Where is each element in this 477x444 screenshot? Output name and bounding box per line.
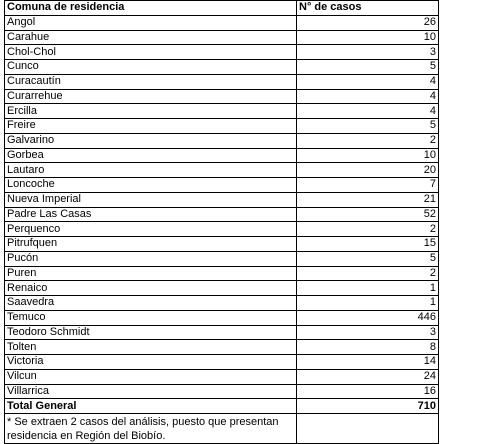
table-row	[5, 148, 439, 163]
total-row	[5, 399, 439, 414]
table-row	[5, 355, 439, 370]
casos-cell: 2	[297, 222, 439, 237]
comuna-cell: Perquenco	[5, 222, 297, 237]
casos-cell: 5	[297, 251, 439, 266]
spreadsheet-table-area	[4, 0, 438, 444]
table-row	[5, 251, 439, 266]
comuna-cell: Teodoro Schmidt	[5, 325, 297, 340]
comuna-cell: Renaico	[5, 281, 297, 296]
casos-cell: 16	[297, 384, 439, 399]
casos-cell: 10	[297, 30, 439, 45]
table-row	[5, 222, 439, 237]
casos-cell: 10	[297, 148, 439, 163]
table-row	[5, 384, 439, 399]
table-row	[5, 74, 439, 89]
comuna-cell: Curarrehue	[5, 89, 297, 104]
total-value: 710	[297, 399, 439, 414]
table-row	[5, 119, 439, 134]
casos-cell: 52	[297, 207, 439, 222]
table-row	[5, 30, 439, 45]
casos-cell: 26	[297, 15, 439, 30]
table-row	[5, 192, 439, 207]
comuna-cell: Saavedra	[5, 296, 297, 311]
comuna-cell: Villarrica	[5, 384, 297, 399]
comuna-cell: Galvarino	[5, 133, 297, 148]
comuna-cell: Pitrufquen	[5, 237, 297, 252]
table-row	[5, 340, 439, 355]
table-row	[5, 281, 439, 296]
comuna-cell: Tolten	[5, 340, 297, 355]
footnote-text: * Se extraen 2 casos del análisis, puesto que presentan residencia en Región del Biobío.	[5, 414, 297, 444]
table-row	[5, 266, 439, 281]
header-comuna: Comuna de residencia	[5, 1, 297, 16]
casos-cell: 2	[297, 133, 439, 148]
casos-cell: 21	[297, 192, 439, 207]
comuna-cell: Curacautín	[5, 74, 297, 89]
table-row	[5, 15, 439, 30]
comuna-cell: Cunco	[5, 60, 297, 75]
casos-cell: 4	[297, 89, 439, 104]
comuna-cell: Gorbea	[5, 148, 297, 163]
table-row	[5, 237, 439, 252]
table-row	[5, 296, 439, 311]
comuna-cell: Ercilla	[5, 104, 297, 119]
table-row	[5, 325, 439, 340]
casos-cell: 20	[297, 163, 439, 178]
comuna-cell: Puren	[5, 266, 297, 281]
comuna-cell: Loncoche	[5, 178, 297, 193]
comuna-cell: Temuco	[5, 310, 297, 325]
table-row	[5, 310, 439, 325]
comuna-cell: Pucón	[5, 251, 297, 266]
total-label: Total General	[5, 399, 297, 414]
table-row	[5, 133, 439, 148]
casos-cell: 4	[297, 104, 439, 119]
casos-cell: 7	[297, 178, 439, 193]
casos-cell: 3	[297, 325, 439, 340]
cases-by-commune-table	[4, 0, 439, 444]
footnote-empty-cell	[297, 414, 439, 444]
casos-cell: 4	[297, 74, 439, 89]
header-casos: N° de casos	[297, 1, 439, 16]
comuna-cell: Victoria	[5, 355, 297, 370]
casos-cell: 5	[297, 60, 439, 75]
comuna-cell: Freire	[5, 119, 297, 134]
comuna-cell: Chol-Chol	[5, 45, 297, 60]
table-row	[5, 45, 439, 60]
comuna-cell: Carahue	[5, 30, 297, 45]
comuna-cell: Lautaro	[5, 163, 297, 178]
table-row	[5, 178, 439, 193]
casos-cell: 15	[297, 237, 439, 252]
table-row	[5, 207, 439, 222]
table-row	[5, 163, 439, 178]
casos-cell: 446	[297, 310, 439, 325]
table-body	[5, 15, 439, 399]
casos-cell: 1	[297, 296, 439, 311]
table-row	[5, 369, 439, 384]
casos-cell: 1	[297, 281, 439, 296]
casos-cell: 8	[297, 340, 439, 355]
comuna-cell: Nueva Imperial	[5, 192, 297, 207]
casos-cell: 2	[297, 266, 439, 281]
comuna-cell: Angol	[5, 15, 297, 30]
comuna-cell: Padre Las Casas	[5, 207, 297, 222]
header-row	[5, 1, 439, 16]
comuna-cell: Vilcun	[5, 369, 297, 384]
casos-cell: 5	[297, 119, 439, 134]
footnote-row	[5, 414, 439, 444]
casos-cell: 3	[297, 45, 439, 60]
casos-cell: 14	[297, 355, 439, 370]
casos-cell: 24	[297, 369, 439, 384]
table-row	[5, 60, 439, 75]
table-row	[5, 89, 439, 104]
table-row	[5, 104, 439, 119]
